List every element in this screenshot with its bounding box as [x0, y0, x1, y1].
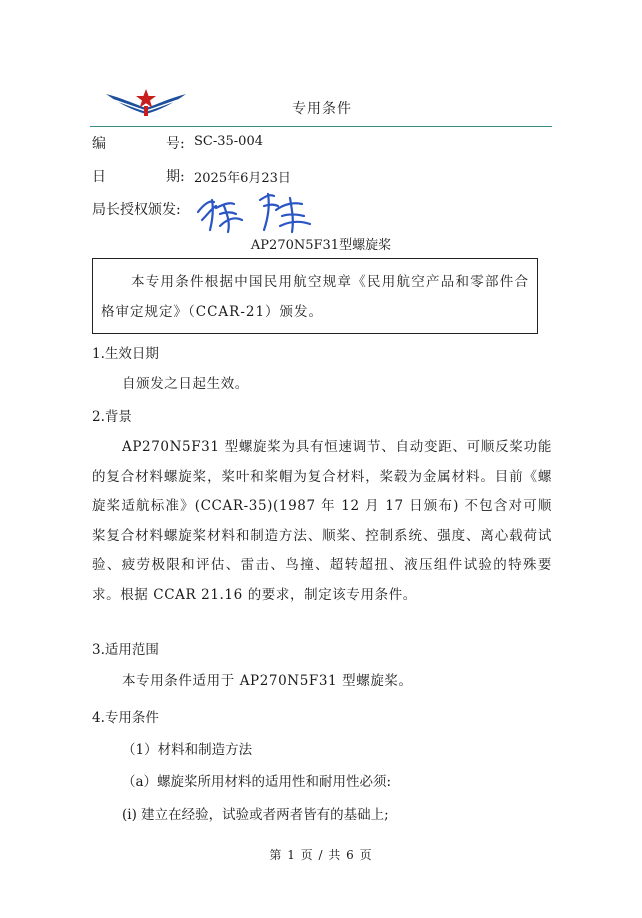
signature: [190, 186, 320, 234]
intro-box: 本专用条件根据中国民用航空规章《民用航空产品和零部件合格审定规定》（CCAR-21）颁发。: [92, 258, 538, 334]
section-3-text: 本专用条件适用于 AP270N5F31 型螺旋桨。: [122, 673, 413, 689]
caac-logo: [104, 86, 188, 120]
authority-label: 局长授权颁发:: [92, 202, 181, 218]
header-divider: [90, 126, 552, 127]
document-number: SC-35-004: [194, 134, 263, 149]
page-footer: 第 1 页 / 共 6 页: [269, 848, 373, 862]
document-title: AP270N5F31型螺旋桨: [250, 238, 392, 253]
date-label-suffix: 期:: [166, 169, 185, 185]
issue-date: 2025年6月23日: [194, 171, 291, 186]
number-label-suffix: 号:: [166, 136, 185, 152]
section-4-item-i: (i) 建立在经验，试验或者两者皆有的基础上;: [122, 807, 389, 823]
header-title: 专用条件: [292, 101, 352, 117]
section-4-heading: 4.专用条件: [92, 710, 159, 726]
section-4-item-a: （a）螺旋桨所用材料的适用性和耐用性必须:: [122, 774, 392, 790]
date-label: 日: [92, 169, 106, 185]
section-4-item-1: （1）材料和制造方法: [122, 742, 253, 758]
section-3-heading: 3.适用范围: [92, 642, 159, 658]
number-label: 编: [92, 136, 106, 152]
section-2-heading: 2.背景: [92, 409, 132, 425]
section-2-text: AP270N5F31 型螺旋桨为具有恒速调节、自动变距、可顺反桨功能的复合材料螺旋桨，桨叶和桨帽为复合材料，桨毂为金属材料。目前《螺旋桨适航标准》(CCAR-35)(1987 年 12 月 17 日颁布) 不包含对可顺桨复合材料螺旋桨材料和制造方法、顺桨、控制系统、强度、离心载荷试验、疲劳极限和评估、雷击、鸟撞、超转超扭、液压组件试验的特殊要求。根据 CCAR 21.16 的要求，制定该专用条件。: [92, 439, 552, 603]
section-1-text: 自颁发之日起生效。: [122, 376, 249, 392]
section-1-heading: 1.生效日期: [92, 346, 159, 362]
